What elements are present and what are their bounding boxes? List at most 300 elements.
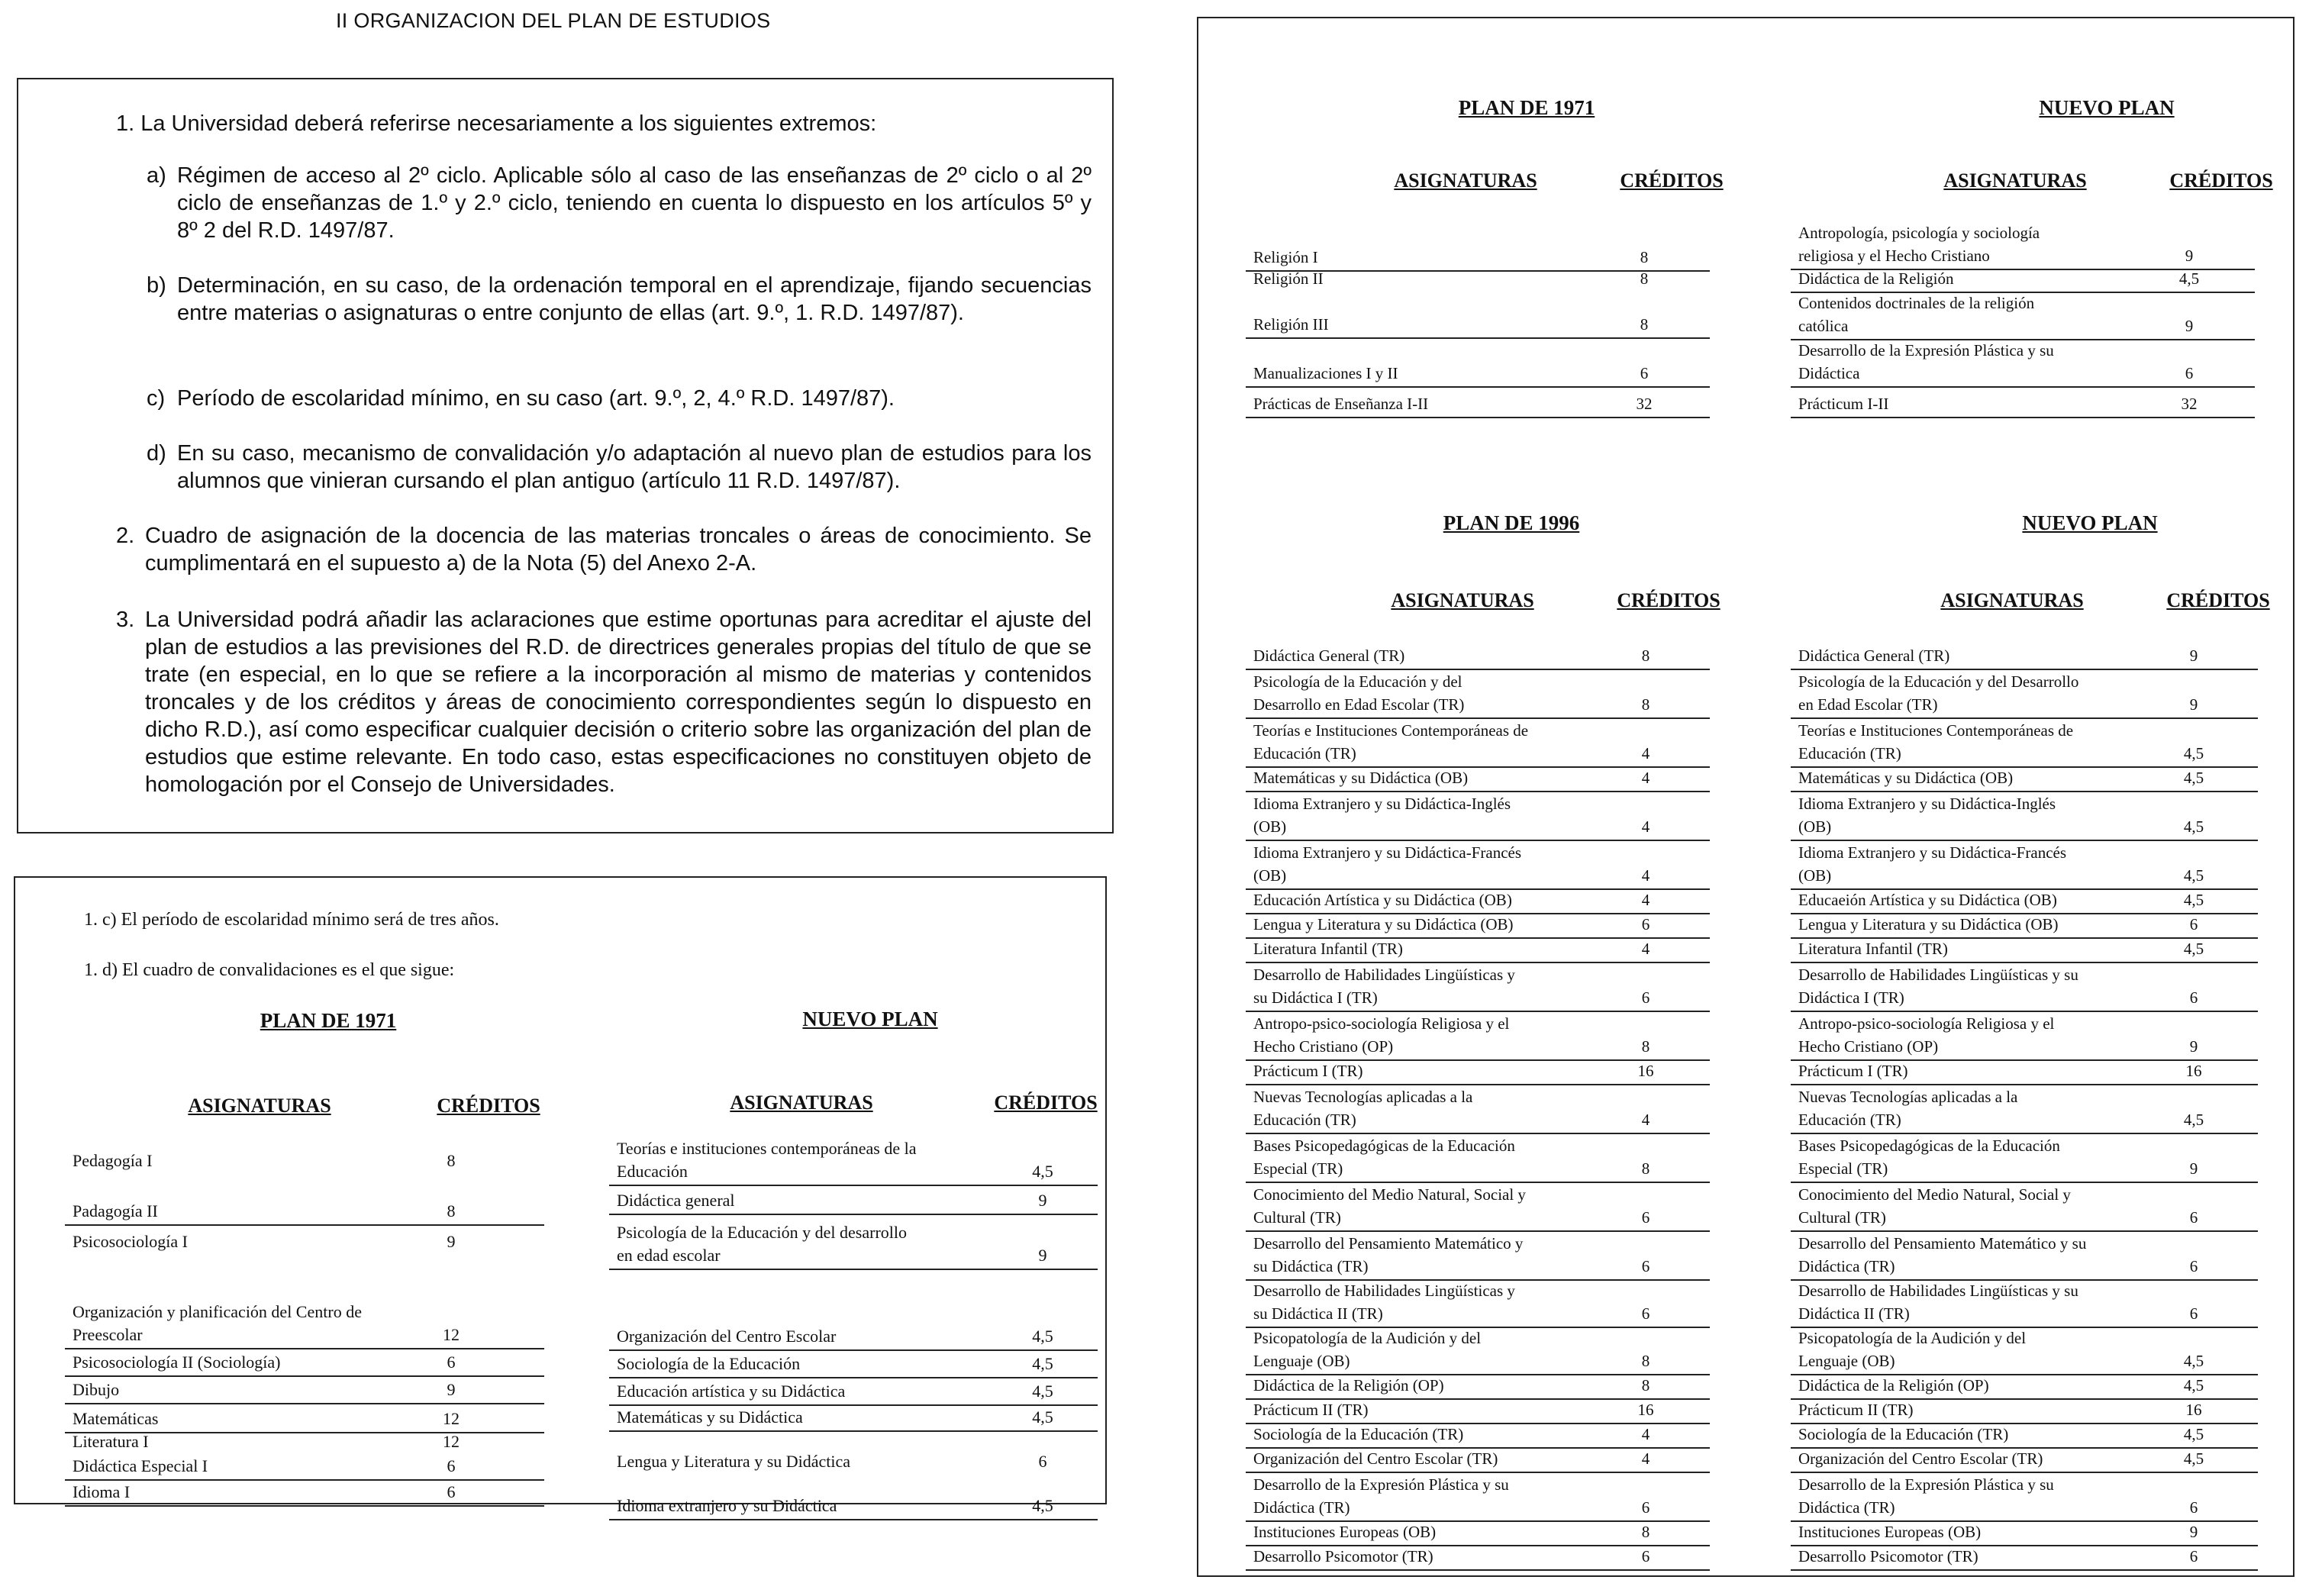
subject-label (1253, 1327, 1481, 1372)
subject-line-1: Didáctica general (617, 1191, 735, 1210)
credits-value: 4 (1641, 744, 1650, 763)
subject-line-1: Lengua y Literatura y su Didáctica (OB) (1253, 915, 1514, 933)
subject-label (1253, 1520, 1436, 1543)
table-row (1246, 791, 1710, 841)
credits-value: 4,5 (2183, 1111, 2204, 1129)
subject-label (1798, 1447, 2043, 1470)
credits-value: 8 (447, 1151, 456, 1170)
subject-label (1798, 292, 2034, 337)
table-row (1791, 1423, 2258, 1449)
table-row (1791, 269, 2255, 293)
subject-line-2: Especial (TR) (1253, 1159, 1343, 1178)
subject-label (617, 1353, 800, 1375)
table-row (1246, 888, 1710, 914)
subject-line-1: Psicología de la Educación y del Desarrollo (1798, 672, 2079, 691)
subject-label (73, 1481, 130, 1504)
table-row (1246, 1398, 1710, 1424)
subject-line-1: Psicosociología I (73, 1232, 188, 1251)
subject-label (73, 1378, 119, 1401)
subject-label (617, 1137, 917, 1183)
subject-line-1: Idioma Extranjero y su Didáctica-Inglés (1798, 795, 2056, 813)
credits-value: 4,5 (2183, 744, 2204, 763)
subject-line-1: Religión III (1253, 315, 1329, 334)
subject-line-1: Desarrollo de Habilidades Lingüísticas y su (1798, 1282, 2078, 1300)
subject-line-1: Sociología de la Educación (TR) (1798, 1425, 2009, 1443)
subject-label (1253, 841, 1521, 887)
credits-value: 6 (1641, 1304, 1650, 1323)
table-row (1791, 1374, 2258, 1400)
table-row (1791, 1059, 2258, 1085)
subject-line-2: Hecho Cristiano (OP) (1253, 1037, 1394, 1056)
credits-value: 4,5 (2183, 769, 2204, 787)
credits-value: 6 (447, 1353, 456, 1372)
subject-label (1253, 719, 1528, 765)
subject-line-1: Psicología de la Educación y del (1253, 672, 1462, 691)
subject-line-2: su Didáctica II (TR) (1253, 1304, 1383, 1323)
subject-line-2: (OB) (1253, 817, 1287, 836)
credits-value: 9 (1038, 1246, 1047, 1265)
credits-value: 16 (2185, 1062, 2202, 1080)
credits-value: 6 (2189, 1547, 2198, 1565)
table-row (1246, 386, 1710, 418)
subject-label (73, 1301, 362, 1346)
subject-line-2: (OB) (1253, 866, 1287, 885)
subject-label (1798, 1423, 2008, 1446)
credits-value: 12 (443, 1432, 460, 1451)
table-row (1246, 766, 1710, 792)
table-row (65, 1130, 544, 1174)
subject-label (1253, 670, 1464, 716)
credits-value: 8 (1640, 269, 1649, 288)
subject-label (1253, 1085, 1472, 1131)
subject-line-1: Lengua y Literatura y su Didáctica (OB) (1798, 915, 2059, 933)
instruction-c-number: c) (147, 386, 166, 411)
instruction-3-text: La Universidad podrá añadir las aclaraciones que estime oportunas para acreditar el ajuste del plan de estudios a las previsiones del R.D. de directrices generales propias del título de que se trate (en especial, en lo que se refiere a la incorporación al mismo de materias y contenidos troncales y de los créditos y áreas de conocimiento correspondientes según lo dispuesto en dicho R.D.), así como especificar cualquier decisión o criterio sobre las organización del plan de estudios que estime relevante. En todo caso, estas especificaciones no constituyen objeto de homologación por el Consejo de Universidades. (145, 608, 1092, 797)
credits-value: 16 (1637, 1062, 1654, 1080)
subject-line-1: Desarrollo del Pensamiento Matemático y su (1798, 1234, 2087, 1253)
subject-label (1798, 392, 1888, 415)
credits-value: 4 (1641, 1425, 1650, 1443)
subject-line-2: Didáctica (TR) (1798, 1498, 1895, 1517)
subject-line-1: Idioma extranjero y su Didáctica (617, 1496, 837, 1515)
table-row (1791, 1084, 2258, 1134)
table-row (1246, 717, 1710, 768)
credits-value: 4,5 (1032, 1354, 1053, 1373)
subject-label (1798, 1012, 2054, 1058)
credits-value: 9 (1038, 1191, 1047, 1210)
subject-line-2: Didáctica (TR) (1798, 1257, 1895, 1275)
table2-old-plan (1246, 194, 1710, 417)
subject-line-1: Desarrollo de Habilidades Lingüísticas y (1253, 966, 1515, 984)
subject-line-1: Prácticum I (TR) (1253, 1062, 1363, 1080)
subject-label (1798, 670, 2078, 716)
subject-line-1: Manualizaciones I y II (1253, 364, 1398, 382)
table-row (1246, 1133, 1710, 1183)
subject-label (1798, 841, 2066, 887)
credits-value: 4,5 (2178, 269, 2200, 288)
credits-value: 4,5 (2183, 1449, 2204, 1468)
instruction-item-2 (116, 522, 1092, 577)
table-row (1246, 1279, 1710, 1328)
page-title: II ORGANIZACION DEL PLAN DE ESTUDIOS (336, 9, 771, 32)
subject-line-1: Desarrollo de Habilidades Lingüísticas y (1253, 1282, 1515, 1300)
subject-line-1: Didáctica de la Religión (OP) (1253, 1376, 1444, 1394)
subject-label (617, 1380, 845, 1403)
subject-label (1798, 1327, 2026, 1372)
credits-value: 9 (2189, 1037, 2198, 1056)
credits-value: 6 (447, 1456, 456, 1475)
credits-value: 4,5 (1032, 1327, 1053, 1346)
table-row (1246, 840, 1710, 890)
table-row (609, 1475, 1098, 1520)
subject-line-1: Contenidos doctrinales de la religión (1798, 294, 2035, 312)
subject-label (1798, 1232, 2086, 1278)
subject-label (617, 1325, 836, 1348)
subject-line-1: Prácticum I-II (1798, 395, 1889, 413)
credits-value: 4,5 (2183, 1376, 2204, 1394)
table2-new-creditos-header: CRÉDITOS (2169, 169, 2273, 192)
table-row (1791, 717, 2258, 768)
subject-line-1: Desarrollo de Habilidades Lingüísticas y su (1798, 966, 2078, 984)
subject-line-1: Desarrollo del Pensamiento Matemático y (1253, 1234, 1524, 1253)
subject-label (1253, 963, 1515, 1009)
subject-label (73, 1430, 149, 1453)
instruction-3-number: 3. (116, 608, 135, 632)
subject-line-1: Psicopatología de la Audición y del (1798, 1329, 2027, 1347)
instruction-a-text: Régimen de acceso al 2º ciclo. Aplicable sólo al caso de las enseñanzas de 2º ciclo o al 2º ciclo de enseñanzas de 1.º y 2.º ciclo, teniendo en cuenta lo dispuesto en los artículos 5º y 8º 2 del R.D. 1497/87. (177, 163, 1092, 243)
table-row (1791, 292, 2255, 340)
table-row (1791, 840, 2258, 890)
subject-line-1: Desarrollo de la Expresión Plástica y su (1798, 341, 2054, 360)
subject-line-1: Antropo-psico-sociología Religiosa y el (1253, 1014, 1510, 1033)
subject-line-2: religiosa y el Hecho Cristiano (1798, 247, 1990, 265)
table-row (1246, 913, 1710, 939)
table-row (1791, 791, 2258, 841)
table-row (65, 1432, 544, 1455)
subject-line-2: su Didáctica I (TR) (1253, 988, 1378, 1007)
subject-label (1798, 1545, 1978, 1568)
table-row (609, 1404, 1098, 1432)
table-row (1791, 669, 2258, 719)
subject-line-1: Teorías e Instituciones Contemporáneas de (1798, 721, 2074, 740)
instruction-item-3 (116, 606, 1092, 798)
subject-label (1798, 644, 1949, 667)
subject-label (1253, 888, 1512, 911)
subject-line-1: Prácticum II (TR) (1798, 1401, 1914, 1419)
table-row (1791, 339, 2255, 388)
table2-old-asignaturas-header: ASIGNATURAS (1394, 169, 1537, 192)
table3-new-plan (1791, 629, 2258, 1569)
subject-label (73, 1455, 208, 1478)
subject-label (1253, 1183, 1526, 1229)
credits-value: 4,5 (2183, 940, 2204, 958)
subject-line-1: Psicosociología II (Sociología) (73, 1353, 281, 1372)
subject-label (1253, 1398, 1368, 1421)
subject-label (1253, 1279, 1515, 1325)
subject-line-1: Organización del Centro Escolar (TR) (1798, 1449, 2043, 1468)
subject-line-2: Didáctica I (TR) (1798, 988, 1904, 1007)
subject-label (1253, 1423, 1463, 1446)
subject-label (1798, 221, 2040, 267)
subject-line-2: (OB) (1798, 817, 1832, 836)
table-row (65, 1403, 544, 1433)
subject-line-1: Organización del Centro Escolar (TR) (1253, 1449, 1498, 1468)
subject-line-2: Educación (TR) (1798, 1111, 1901, 1129)
subject-line-1: Didáctica Especial I (73, 1456, 208, 1475)
subject-line-1: Sociología de la Educación (TR) (1253, 1425, 1464, 1443)
table-row (1791, 937, 2258, 963)
table3-old-plan (1246, 629, 1710, 1569)
subject-line-1: Literatura Infantil (TR) (1798, 940, 1948, 958)
subject-label (1798, 267, 1954, 290)
table-row (1791, 1520, 2258, 1546)
credits-value: 4,5 (2183, 891, 2204, 909)
credits-value: 9 (447, 1380, 456, 1399)
instruction-b-text: Determinación, en su caso, de la ordenación temporal en el aprendizaje, fijando secuencias entre materias o asignaturas o entre conjunto de ellas (art. 9.º, 1. R.D. 1497/87). (177, 273, 1092, 325)
table-row (1246, 202, 1710, 272)
subject-line-2: Didáctica (1798, 364, 1860, 382)
credits-value: 9 (2189, 1523, 2198, 1541)
subject-label (73, 1407, 158, 1430)
subject-label (1798, 1398, 1913, 1421)
subject-line-1: Teorías e instituciones contemporáneas de la (617, 1139, 917, 1158)
subject-label (73, 1351, 281, 1374)
subject-line-1: Teorías e Instituciones Contemporáneas de (1253, 721, 1529, 740)
credits-value: 8 (1641, 646, 1650, 665)
credits-value: 4,5 (2183, 1352, 2204, 1370)
credits-value: 6 (447, 1482, 456, 1501)
instruction-d-text: En su caso, mecanismo de convalidación y/o adaptación al nuevo plan de estudios para los alumnos que vinieran cursando el plan antiguo (artículo 11 R.D. 1497/87). (177, 441, 1092, 493)
subject-label (1798, 963, 2078, 1009)
credits-value: 9 (2189, 1159, 2198, 1178)
table-row (1246, 337, 1710, 388)
table2-new-plan (1791, 194, 2255, 417)
subject-line-1: Lengua y Literatura y su Didáctica (617, 1452, 851, 1471)
credits-value: 4 (1641, 1111, 1650, 1129)
subject-label (1798, 888, 2057, 911)
table-row (1791, 1472, 2258, 1522)
credits-value: 16 (1637, 1401, 1654, 1419)
subject-label (1798, 1059, 1908, 1082)
instruction-b (147, 272, 1092, 327)
subject-line-2: Educación (TR) (1798, 744, 1901, 763)
table-row (609, 1119, 1098, 1186)
instruction-d (147, 440, 1092, 495)
subject-label (1253, 313, 1329, 336)
subject-line-2: Especial (TR) (1798, 1159, 1888, 1178)
credits-value: 4 (1641, 891, 1650, 909)
subject-line-2: Didáctica (TR) (1253, 1498, 1350, 1517)
subject-label (1253, 937, 1403, 960)
subject-line-1: Conocimiento del Medio Natural, Social y (1253, 1185, 1526, 1204)
subject-line-1: Educación artística y su Didáctica (617, 1382, 846, 1401)
subject-line-1: Conocimiento del Medio Natural, Social y (1798, 1185, 2071, 1204)
subject-label (1253, 362, 1398, 385)
table-row (1791, 1545, 2258, 1571)
table-row (1246, 637, 1710, 670)
credits-value: 4,5 (2183, 817, 2204, 836)
subject-label (1253, 1473, 1509, 1519)
subject-label (1798, 792, 2056, 838)
table1-old-asignaturas-header: ASIGNATURAS (188, 1095, 331, 1117)
subject-line-2: católica (1798, 317, 1849, 335)
credits-value: 9 (2185, 247, 2194, 265)
table-row (65, 1479, 544, 1507)
table2-old-creditos-header: CRÉDITOS (1620, 169, 1724, 192)
subject-label (1798, 1374, 1989, 1397)
subject-line-2: Preescolar (73, 1325, 143, 1344)
subject-line-2: su Didáctica (TR) (1253, 1257, 1369, 1275)
subject-line-1: Matemáticas (73, 1409, 159, 1428)
table-row (1791, 1447, 2258, 1473)
table3-old-plan-heading: PLAN DE 1996 (1443, 511, 1580, 534)
credits-value: 9 (2189, 695, 2198, 714)
table-row (1791, 1398, 2258, 1424)
subject-label (617, 1450, 850, 1473)
credits-value: 8 (1641, 1159, 1650, 1178)
credits-value: 12 (443, 1409, 460, 1428)
credits-value: 8 (1641, 1376, 1650, 1394)
table-row (1791, 1011, 2258, 1061)
instruction-2-number: 2. (116, 524, 135, 548)
table-row (609, 1214, 1098, 1270)
credits-value: 9 (2185, 317, 2194, 335)
table1-old-plan-heading: PLAN DE 1971 (260, 1009, 397, 1032)
subject-label (1798, 1520, 1981, 1543)
subject-line-1: Idioma Extranjero y su Didáctica-Francés (1798, 843, 2067, 862)
subject-line-2: Lenguaje (OB) (1798, 1352, 1895, 1370)
table-row (65, 1174, 544, 1226)
subject-line-1: Didáctica de la Religión (1798, 269, 1954, 288)
subject-line-1: Psicología de la Educación y del desarrollo (617, 1223, 907, 1242)
credits-value: 32 (2181, 395, 2198, 413)
subject-label (1798, 719, 2073, 765)
subject-line-1: Instituciones Europeas (OB) (1253, 1523, 1437, 1541)
table1-old-plan (65, 1114, 544, 1505)
table-row (1246, 1423, 1710, 1449)
table-row (1791, 215, 2255, 270)
subject-label (73, 1230, 188, 1253)
subject-line-1: Idioma Extranjero y su Didáctica-Francés (1253, 843, 1522, 862)
subject-line-1: Didáctica de la Religión (OP) (1798, 1376, 1989, 1394)
credits-value: 6 (2189, 988, 2198, 1007)
table-row (609, 1430, 1098, 1475)
table2-new-asignaturas-header: ASIGNATURAS (1943, 169, 2087, 192)
table-row (609, 1185, 1098, 1215)
table3-old-creditos-header: CRÉDITOS (1617, 589, 1720, 611)
subject-line-1: Antropología, psicología y sociología (1798, 224, 2040, 242)
subject-line-1: Desarrollo Psicomotor (TR) (1253, 1547, 1433, 1565)
subject-line-2: Educación (TR) (1253, 744, 1356, 763)
table-row (1246, 1520, 1710, 1546)
instruction-d-number: d) (147, 441, 166, 466)
table3-old-asignaturas-header: ASIGNATURAS (1391, 589, 1534, 611)
subject-line-2: Desarrollo en Edad Escolar (TR) (1253, 695, 1465, 714)
subject-line-1: Didáctica General (TR) (1798, 646, 1950, 665)
credits-value: 4,5 (1032, 1382, 1053, 1401)
subject-label (1253, 644, 1404, 667)
credits-value: 8 (1641, 1352, 1650, 1370)
subject-label (1253, 267, 1324, 290)
subject-line-1: Religión I (1253, 248, 1318, 266)
subject-label (73, 1149, 152, 1172)
table-row (1246, 1327, 1710, 1375)
instruction-2-text: Cuadro de asignación de la docencia de las materias troncales o áreas de conocimiento. Se cumplimentará en el supuesto a) de la Nota (5) del Anexo 2-A. (145, 524, 1092, 576)
credits-value: 6 (1038, 1452, 1047, 1471)
credits-value: 6 (1641, 1208, 1650, 1227)
credits-value: 9 (2189, 646, 2198, 665)
table1-old-creditos-header: CRÉDITOS (437, 1095, 540, 1117)
subject-line-1: Nuevas Tecnologías aplicadas a la (1798, 1088, 2018, 1106)
note-1d: 1. d) El cuadro de convalidaciones es el que sigue: (84, 960, 455, 980)
subject-line-1: Desarrollo de la Expresión Plástica y su (1253, 1475, 1509, 1494)
table-row (1246, 1230, 1710, 1281)
subject-line-1: Prácticum I (TR) (1798, 1062, 1908, 1080)
subject-line-2: en Edad Escolar (TR) (1798, 695, 1938, 714)
table-row (609, 1349, 1098, 1378)
table2-new-plan-heading: NUEVO PLAN (2039, 96, 2175, 119)
credits-value: 6 (1641, 988, 1650, 1007)
subject-line-1: Religión II (1253, 269, 1324, 288)
table-row (609, 1269, 1098, 1351)
table-row (609, 1377, 1098, 1406)
table-row (1791, 1327, 2258, 1375)
subject-label (1253, 1059, 1363, 1082)
subject-label (1253, 392, 1428, 415)
table-row (1246, 669, 1710, 719)
table-row (1246, 1545, 1710, 1571)
credits-value: 6 (2185, 364, 2194, 382)
subject-line-1: Idioma I (73, 1482, 131, 1501)
convalidation-box (14, 876, 1107, 1515)
table-row (1246, 1447, 1710, 1473)
table-row (1791, 1279, 2258, 1328)
credits-value: 8 (1641, 1037, 1650, 1056)
subject-line-1: Organización del Centro Escolar (617, 1327, 837, 1346)
subject-label (1253, 1232, 1523, 1278)
instruction-a (147, 162, 1092, 244)
credits-value: 4,5 (1032, 1407, 1053, 1427)
subject-line-1: Desarrollo Psicomotor (TR) (1798, 1547, 1978, 1565)
table-row (1791, 888, 2258, 914)
table-row (1246, 1084, 1710, 1134)
credits-value: 4,5 (1032, 1162, 1053, 1181)
subject-line-1: Sociología de la Educación (617, 1354, 801, 1373)
subject-line-1: Padagogía II (73, 1201, 158, 1220)
subject-line-2: en edad escolar (617, 1246, 721, 1265)
credits-value: 6 (1641, 915, 1650, 933)
credits-value: 6 (1641, 1547, 1650, 1565)
credits-value: 4,5 (1032, 1496, 1053, 1515)
subject-line-2: Lenguaje (OB) (1253, 1352, 1350, 1370)
table-row (1791, 1182, 2258, 1232)
credits-value: 8 (1640, 248, 1649, 266)
subject-label (1253, 913, 1514, 936)
table-row (1246, 1472, 1710, 1522)
subject-line-2: Cultural (TR) (1798, 1208, 1886, 1227)
credits-value: 8 (447, 1201, 456, 1220)
subject-line-1: Bases Psicopedagógicas de la Educación (1798, 1137, 2060, 1155)
credits-value: 4 (1641, 817, 1650, 836)
credits-value: 6 (2189, 1498, 2198, 1517)
subject-label (1798, 339, 2054, 385)
subject-label (1253, 766, 1468, 789)
subject-label (1798, 913, 2059, 936)
equivalence-box (1197, 17, 2294, 1577)
credits-value: 32 (1636, 395, 1653, 413)
table-row (65, 1224, 544, 1255)
subject-label (617, 1406, 803, 1429)
